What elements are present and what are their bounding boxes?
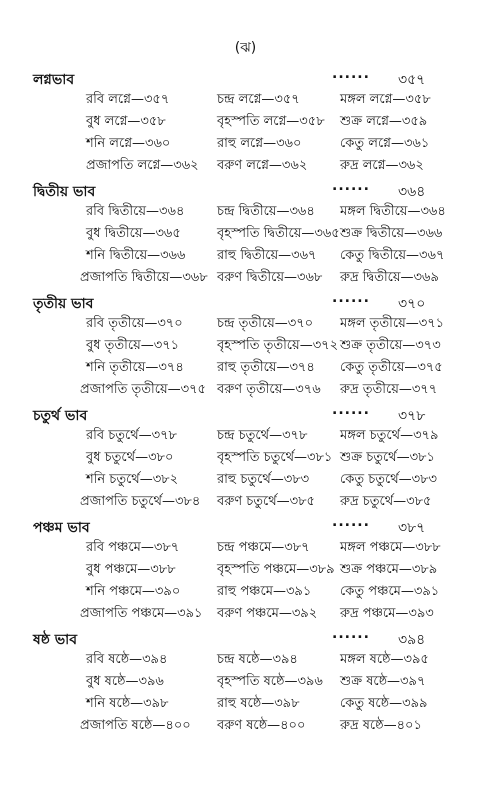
- section-title: পঞ্চম ভাব: [33, 520, 90, 536]
- entry: রুদ্র তৃতীয়ে—৩৭৭: [340, 382, 438, 397]
- entry: বরুণ ষষ্ঠে—৪০০: [217, 718, 306, 733]
- entry: রুদ্র ষষ্ঠে—৪০১: [340, 718, 422, 733]
- leader-dots: ......: [332, 66, 370, 82]
- entry: চন্দ্র চতুর্থে—৩৭৮: [217, 428, 308, 443]
- entry: চন্দ্র লগ্নে—৩৫৭: [217, 92, 300, 107]
- entry: রবি ষষ্ঠে—৩৯৪: [86, 652, 168, 667]
- entry: বরুণ পঞ্চমে—৩৯২: [217, 606, 318, 621]
- entry: মঙ্গল দ্বিতীয়ে—৩৬৪: [340, 204, 446, 219]
- entry: কেতু পঞ্চমে—৩৯১: [340, 584, 440, 599]
- entry: বুধ লগ্নে—৩৫৮: [86, 114, 166, 129]
- entry: রুদ্র চতুর্থে—৩৮৫: [340, 494, 432, 509]
- entry: রাহু ষষ্ঠে—৩৯৮: [217, 696, 300, 711]
- entry: রবি পঞ্চমে—৩৮৭: [86, 540, 180, 555]
- entry: শুক্র দ্বিতীয়ে—৩৬৬: [340, 226, 443, 241]
- entry: প্রজাপতি পঞ্চমে—৩৯১: [80, 606, 203, 621]
- entry-row: [0, 560, 491, 582]
- entry: প্রজাপতি চতুর্থে—৩৮৪: [80, 494, 201, 509]
- entry-row: [0, 112, 491, 134]
- section-title: লগ্নভাব: [33, 72, 75, 88]
- entry-row: [0, 650, 491, 672]
- entry: রবি তৃতীয়ে—৩৭০: [86, 316, 183, 331]
- entry: মঙ্গল লগ্নে—৩৫৮: [340, 92, 431, 107]
- section-panchama: [0, 514, 491, 626]
- entry: শনি তৃতীয়ে—৩৭৪: [86, 360, 184, 375]
- entry: কেতু দ্বিতীয়ে—৩৬৭: [340, 248, 445, 263]
- entry: শনি দ্বিতীয়ে—৩৬৬: [86, 248, 186, 263]
- entry-row: [0, 716, 491, 738]
- entry-row: [0, 156, 491, 178]
- entry: শুক্র লগ্নে—৩৫৯: [340, 114, 428, 129]
- entry: প্রজাপতি দ্বিতীয়ে—৩৬৮: [80, 270, 208, 285]
- entry-row: [0, 380, 491, 402]
- entry-row: [0, 246, 491, 268]
- entry: শনি পঞ্চমে—৩৯০: [86, 584, 181, 599]
- entry: প্রজাপতি লগ্নে—৩৬২: [86, 158, 199, 173]
- entry-row: [0, 672, 491, 694]
- entry: বৃহস্পতি তৃতীয়ে—৩৭২: [217, 338, 339, 353]
- entry: শনি চতুর্থে—৩৮২: [86, 472, 179, 487]
- entry: বরুণ দ্বিতীয়ে—৩৬৮: [217, 270, 323, 285]
- entry: শুক্র ষষ্ঠে—৩৯৭: [340, 674, 426, 689]
- entry: বৃহস্পতি দ্বিতীয়ে—৩৬৫: [217, 226, 340, 241]
- section-shashtha: [0, 626, 491, 738]
- entry: বৃহস্পতি পঞ্চমে—৩৮৯: [217, 562, 335, 577]
- entry: রাহু চতুর্থে—৩৮৩: [217, 472, 310, 487]
- entry-row: [0, 336, 491, 358]
- leader-dots: ......: [332, 514, 370, 530]
- entry: বুধ পঞ্চমে—৩৮৮: [86, 562, 176, 577]
- section-page-number: ৩৮৭: [398, 520, 426, 536]
- entry: শনি লগ্নে—৩৬০: [86, 136, 171, 151]
- leader-dots: ......: [332, 402, 370, 418]
- section-lagna: [0, 66, 491, 178]
- leader-dots: ......: [332, 626, 370, 642]
- entry-row: [0, 694, 491, 716]
- section-chaturtha: [0, 402, 491, 514]
- entry-row: [0, 604, 491, 626]
- entry: মঙ্গল ষষ্ঠে—৩৯৫: [340, 652, 429, 667]
- entry-row: [0, 268, 491, 290]
- entry-row: [0, 358, 491, 380]
- entry: বরুণ তৃতীয়ে—৩৭৬: [217, 382, 321, 397]
- entry: শুক্র পঞ্চমে—৩৮৯: [340, 562, 438, 577]
- entry: প্রজাপতি তৃতীয়ে—৩৭৫: [80, 382, 206, 397]
- section-dwitiya: [0, 178, 491, 290]
- entry: রবি দ্বিতীয়ে—৩৬৪: [86, 204, 185, 219]
- entry-row: [0, 314, 491, 336]
- leader-dots: ......: [332, 178, 370, 194]
- entry: কেতু চতুর্থে—৩৮৩: [340, 472, 438, 487]
- entry-row: [0, 448, 491, 470]
- entry: কেতু তৃতীয়ে—৩৭৫: [340, 360, 443, 375]
- entry: বরুণ চতুর্থে—৩৮৫: [217, 494, 315, 509]
- entry: রবি চতুর্থে—৩৭৮: [86, 428, 177, 443]
- entry-row: [0, 224, 491, 246]
- entry: রুদ্র পঞ্চমে—৩৯৩: [340, 606, 434, 621]
- section-header: [0, 290, 491, 314]
- entry: মঙ্গল পঞ্চমে—৩৮৮: [340, 540, 441, 555]
- entry: চন্দ্র পঞ্চমে—৩৮৭: [217, 540, 310, 555]
- section-header: [0, 66, 491, 90]
- entry: মঙ্গল চতুর্থে—৩৭৯: [340, 428, 439, 443]
- section-page-number: ৩৭০: [398, 296, 426, 312]
- entry: বুধ দ্বিতীয়ে—৩৬৫: [86, 226, 181, 241]
- section-header: [0, 514, 491, 538]
- entry: বৃহস্পতি লগ্নে—৩৫৮: [217, 114, 325, 129]
- section-title: দ্বিতীয় ভাব: [33, 184, 96, 200]
- entry: রবি লগ্নে—৩৫৭: [86, 92, 170, 107]
- entry: চন্দ্র ষষ্ঠে—৩৯৪: [217, 652, 298, 667]
- entry-row: [0, 470, 491, 492]
- entry: কেতু ষষ্ঠে—৩৯৯: [340, 696, 428, 711]
- entry-row: [0, 538, 491, 560]
- entry: বুধ চতুর্থে—৩৮০: [86, 450, 174, 465]
- entry: বৃহস্পতি চতুর্থে—৩৮১: [217, 450, 333, 465]
- entry-row: [0, 426, 491, 448]
- page-label: (ঝ): [234, 40, 257, 56]
- section-title: ষষ্ঠ ভাব: [33, 632, 77, 648]
- entry: শুক্র তৃতীয়ে—৩৭৩: [340, 338, 441, 353]
- entry: মঙ্গল তৃতীয়ে—৩৭১: [340, 316, 445, 331]
- entry: রাহু তৃতীয়ে—৩৭৪: [217, 360, 315, 375]
- entry: বুধ ষষ্ঠে—৩৯৬: [86, 674, 164, 689]
- entry: বৃহস্পতি ষষ্ঠে—৩৯৬: [217, 674, 323, 689]
- entry: রাহু লগ্নে—৩৬০: [217, 136, 302, 151]
- entry-row: [0, 202, 491, 224]
- section-page-number: ৩৯৪: [398, 632, 426, 648]
- section-tritiya: [0, 290, 491, 402]
- entry: শনি ষষ্ঠে—৩৯৮: [86, 696, 169, 711]
- entry: কেতু লগ্নে—৩৬১: [340, 136, 430, 151]
- entry-row: [0, 134, 491, 156]
- entry: বরুণ লগ্নে—৩৬২: [217, 158, 308, 173]
- entry: শুক্র চতুর্থে—৩৮১: [340, 450, 435, 465]
- entry-row: [0, 90, 491, 112]
- entry: রুদ্র দ্বিতীয়ে—৩৬৯: [340, 270, 439, 285]
- section-header: [0, 402, 491, 426]
- section-title: তৃতীয় ভাব: [33, 296, 94, 312]
- entry: চন্দ্র তৃতীয়ে—৩৭০: [217, 316, 314, 331]
- section-header: [0, 626, 491, 650]
- entry-row: [0, 582, 491, 604]
- entry: চন্দ্র দ্বিতীয়ে—৩৬৪: [217, 204, 315, 219]
- section-header: [0, 178, 491, 202]
- section-title: চতুর্থ ভাব: [33, 408, 88, 424]
- leader-dots: ......: [332, 290, 370, 306]
- entry: প্রজাপতি ষষ্ঠে—৪০০: [80, 718, 191, 733]
- section-page-number: ৩৬৪: [398, 184, 426, 200]
- section-page-number: ৩৭৮: [398, 408, 426, 424]
- entry-row: [0, 492, 491, 514]
- section-page-number: ৩৫৭: [398, 72, 426, 88]
- entry: রাহু দ্বিতীয়ে—৩৬৭: [217, 248, 317, 263]
- entry: রাহু পঞ্চমে—৩৯১: [217, 584, 312, 599]
- entry: বুধ তৃতীয়ে—৩৭১: [86, 338, 180, 353]
- entry: রুদ্র লগ্নে—৩৬২: [340, 158, 424, 173]
